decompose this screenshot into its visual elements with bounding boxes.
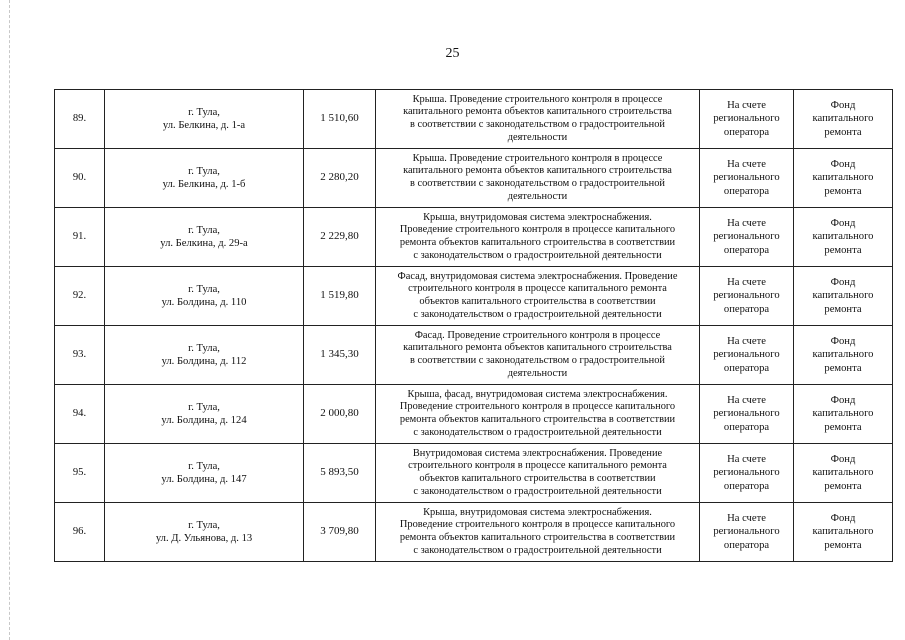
fund-line: ремонта: [824, 303, 862, 315]
work-line: капитального ремонта объектов капитального строительства: [403, 106, 672, 118]
address-city: г. Тула,: [188, 283, 220, 295]
address-city: г. Тула,: [188, 519, 220, 531]
area-cell: 2 280,20: [304, 149, 376, 208]
account-line: оператора: [723, 421, 770, 433]
area-cell: 1 345,30: [304, 326, 376, 385]
account-type-cell: [700, 208, 794, 267]
account-line: регионального: [713, 349, 780, 361]
fund-line: капитального: [812, 467, 874, 479]
fund-line: Фонд: [830, 394, 856, 406]
address-city: г. Тула,: [188, 342, 220, 354]
account-line: На счете: [727, 394, 766, 406]
table-row: [55, 90, 893, 149]
table-row: [55, 267, 893, 326]
row-number: 93.: [55, 326, 105, 385]
work-line: Проведение строительного контроля в процессе капитального: [399, 519, 676, 531]
area-cell: 1 519,80: [304, 267, 376, 326]
area-cell: 5 893,50: [304, 444, 376, 503]
funding-source-cell: [794, 149, 893, 208]
account-line: На счете: [727, 276, 766, 288]
repair-program-table: [54, 89, 893, 562]
address-street: ул. Болдина, д. 112: [161, 356, 247, 367]
work-line: объектов капитального строительства в соответствии: [419, 296, 656, 307]
funding-source-cell: [794, 208, 893, 267]
fund-line: ремонта: [824, 539, 862, 551]
work-line: Крыша, фасад, внутридомовая система электроснабжения.: [407, 388, 668, 400]
work-line: деятельности: [507, 190, 568, 202]
work-line: Крыша, внутридомовая система электроснабжения.: [423, 506, 652, 518]
work-line: с законодательством о градостроительной деятельности: [413, 426, 662, 438]
account-type-cell: [700, 503, 794, 562]
account-line: оператора: [723, 362, 770, 374]
address-cell: [105, 326, 304, 385]
funding-source-cell: [794, 503, 893, 562]
work-description-cell: [376, 326, 700, 385]
address-city: г. Тула,: [188, 460, 220, 472]
fund-line: капитального: [812, 408, 874, 420]
address-cell: [105, 444, 304, 503]
row-number: 91.: [55, 208, 105, 267]
fund-line: капитального: [812, 349, 874, 361]
fund-line: Фонд: [830, 276, 856, 288]
work-line: ремонта объектов капитального строительства в соответствии: [399, 414, 676, 425]
account-type-cell: [700, 267, 794, 326]
table-body: [55, 90, 893, 562]
table-row: [55, 385, 893, 444]
scan-edge-line: [9, 0, 10, 640]
work-line: в соответствии с законодательством о градостроительной: [409, 355, 665, 366]
account-type-cell: [700, 385, 794, 444]
work-description-cell: [376, 90, 700, 149]
fund-line: капитального: [812, 231, 874, 243]
address-street: ул. Белкина, д. 29-а: [160, 238, 248, 249]
account-line: оператора: [723, 126, 770, 138]
fund-line: Фонд: [830, 158, 856, 170]
work-description-cell: [376, 503, 700, 562]
fund-line: капитального: [812, 172, 874, 184]
row-number: 94.: [55, 385, 105, 444]
account-type-cell: [700, 444, 794, 503]
work-description-cell: [376, 149, 700, 208]
address-cell: [105, 90, 304, 149]
table-row: [55, 208, 893, 267]
account-line: регионального: [713, 290, 780, 302]
work-line: с законодательством о градостроительной деятельности: [413, 544, 662, 556]
account-line: оператора: [723, 303, 770, 315]
fund-line: ремонта: [824, 480, 862, 492]
table-row: [55, 149, 893, 208]
fund-line: Фонд: [830, 217, 856, 229]
fund-line: ремонта: [824, 362, 862, 374]
account-type-cell: [700, 326, 794, 385]
row-number: 92.: [55, 267, 105, 326]
account-line: оператора: [723, 185, 770, 197]
work-line: Проведение строительного контроля в процессе капитального: [399, 401, 676, 413]
account-type-cell: [700, 90, 794, 149]
work-description-cell: [376, 444, 700, 503]
table-row: [55, 326, 893, 385]
address-cell: [105, 149, 304, 208]
work-line: в соответствии с законодательством о градостроительной: [409, 178, 665, 189]
work-description-cell: [376, 208, 700, 267]
account-line: На счете: [727, 99, 766, 111]
fund-line: Фонд: [830, 453, 856, 465]
area-cell: 2 000,80: [304, 385, 376, 444]
address-street: ул. Болдина, д. 147: [161, 474, 247, 485]
work-line: с законодательством о градостроительной деятельности: [413, 249, 662, 261]
fund-line: ремонта: [824, 244, 862, 256]
area-cell: 3 709,80: [304, 503, 376, 562]
work-line: Проведение строительного контроля в процессе капитального: [399, 224, 676, 236]
account-line: На счете: [727, 512, 766, 524]
work-line: строительного контроля в процессе капитального ремонта: [408, 283, 667, 295]
fund-line: Фонд: [830, 99, 856, 111]
area-cell: 2 229,80: [304, 208, 376, 267]
work-line: ремонта объектов капитального строительства в соответствии: [399, 237, 676, 248]
account-line: регионального: [713, 408, 780, 420]
work-line: Фасад, внутридомовая система электроснабжения. Проведение: [397, 270, 678, 282]
row-number: 89.: [55, 90, 105, 149]
address-street: ул. Болдина, д. 110: [161, 297, 247, 308]
address-city: г. Тула,: [188, 224, 220, 236]
address-cell: [105, 208, 304, 267]
funding-source-cell: [794, 326, 893, 385]
work-line: с законодательством о градостроительной деятельности: [413, 308, 662, 320]
account-line: регионального: [713, 526, 780, 538]
funding-source-cell: [794, 90, 893, 149]
fund-line: капитального: [812, 526, 874, 538]
work-line: в соответствии с законодательством о градостроительной: [409, 119, 665, 130]
work-line: Крыша. Проведение строительного контроля в процессе: [412, 152, 663, 164]
account-line: оператора: [723, 480, 770, 492]
account-line: На счете: [727, 453, 766, 465]
address-cell: [105, 503, 304, 562]
work-line: капитального ремонта объектов капитального строительства: [403, 165, 672, 177]
address-cell: [105, 267, 304, 326]
work-line: строительного контроля в процессе капитального ремонта: [408, 460, 667, 472]
funding-source-cell: [794, 444, 893, 503]
table-row: [55, 444, 893, 503]
page-number: 25: [445, 46, 460, 61]
table-row: [55, 503, 893, 562]
fund-line: ремонта: [824, 185, 862, 197]
work-line: с законодательством о градостроительной деятельности: [413, 485, 662, 497]
address-city: г. Тула,: [188, 401, 220, 413]
account-line: оператора: [723, 539, 770, 551]
address-street: ул. Белкина, д. 1-б: [162, 179, 246, 190]
address-street: ул. Д. Ульянова, д. 13: [155, 533, 253, 544]
work-line: деятельности: [507, 131, 568, 143]
fund-line: капитального: [812, 290, 874, 302]
account-line: На счете: [727, 335, 766, 347]
fund-line: ремонта: [824, 126, 862, 138]
account-line: регионального: [713, 113, 780, 125]
work-line: деятельности: [507, 367, 568, 379]
fund-line: ремонта: [824, 421, 862, 433]
account-line: регионального: [713, 231, 780, 243]
work-line: капитального ремонта объектов капитального строительства: [403, 342, 672, 354]
address-city: г. Тула,: [188, 106, 220, 118]
account-line: регионального: [713, 172, 780, 184]
work-description-cell: [376, 385, 700, 444]
work-description-cell: [376, 267, 700, 326]
account-line: На счете: [727, 158, 766, 170]
work-line: Крыша. Проведение строительного контроля в процессе: [412, 93, 663, 105]
address-cell: [105, 385, 304, 444]
fund-line: капитального: [812, 113, 874, 125]
fund-line: Фонд: [830, 512, 856, 524]
area-cell: 1 510,60: [304, 90, 376, 149]
work-line: ремонта объектов капитального строительства в соответствии: [399, 532, 676, 543]
work-line: Крыша, внутридомовая система электроснабжения.: [423, 211, 652, 223]
account-line: На счете: [727, 217, 766, 229]
fund-line: Фонд: [830, 335, 856, 347]
row-number: 95.: [55, 444, 105, 503]
row-number: 96.: [55, 503, 105, 562]
address-street: ул. Белкина, д. 1-а: [162, 120, 246, 131]
account-line: оператора: [723, 244, 770, 256]
funding-source-cell: [794, 385, 893, 444]
address-street: ул. Болдина, д. 124: [161, 415, 247, 426]
account-line: регионального: [713, 467, 780, 479]
address-city: г. Тула,: [188, 165, 220, 177]
row-number: 90.: [55, 149, 105, 208]
work-line: Фасад. Проведение строительного контроля в процессе: [414, 329, 661, 341]
work-line: объектов капитального строительства в соответствии: [419, 473, 656, 484]
account-type-cell: [700, 149, 794, 208]
funding-source-cell: [794, 267, 893, 326]
work-line: Внутридомовая система электроснабжения. Проведение: [412, 447, 663, 459]
